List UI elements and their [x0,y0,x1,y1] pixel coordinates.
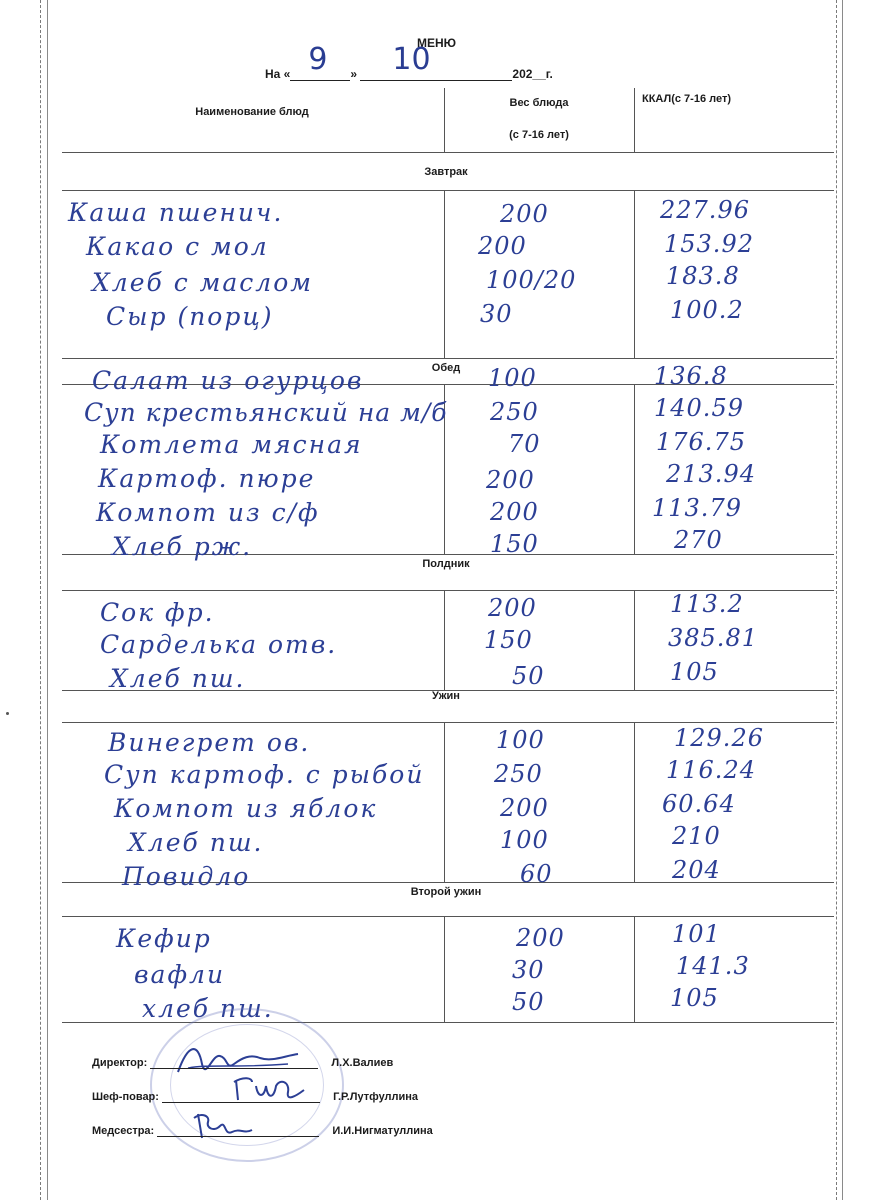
lunch-item-name: Суп крестьянский на м/б [84,398,448,427]
nurse-name: И.И.Нигматуллина [332,1125,433,1137]
column-header-kcal: ККАЛ(с 7-16 лет) [642,93,731,105]
second-dinner-divider-2 [634,916,635,1022]
month-handwritten: 10 [392,42,431,77]
lunch-item-kcal: 270 [674,526,723,554]
dinner-item-name: Компот из яблок [114,794,378,823]
second-dinner-divider-1 [444,916,445,1022]
nurse-label: Медсестра: [92,1125,155,1137]
dinner-top-rule [62,722,834,723]
lunch-item-weight: 70 [508,430,541,458]
scan-border-left-inner [47,0,48,1200]
lunch-item-weight: 250 [490,398,539,426]
scan-border-right-inner [842,0,843,1200]
lunch-item-weight: 200 [490,498,539,526]
day-blank [290,42,350,81]
snack-item-weight: 200 [488,594,537,622]
director-label: Директор: [92,1057,148,1069]
second-dinner-item-weight: 50 [512,988,545,1016]
nurse-signature-line [157,1124,319,1137]
section-label-breakfast: Завтрак [424,166,468,178]
dinner-item-weight: 60 [520,860,553,888]
lunch-item-weight: 200 [486,466,535,494]
lunch-item-weight: 150 [490,530,539,558]
dinner-item-name: Винегрет ов. [108,728,311,757]
day-handwritten: 9 [308,42,328,77]
breakfast-item-name: Какао с мол [86,232,269,261]
dinner-item-weight: 200 [500,794,549,822]
lunch-item-kcal: 213.94 [666,460,756,488]
lunch-item-name: Хлеб рж. [112,532,253,561]
breakfast-item-name: Каша пшенич. [68,198,284,227]
second-dinner-item-weight: 30 [512,956,545,984]
breakfast-item-kcal: 100.2 [670,296,744,324]
snack-divider-1 [444,590,445,690]
dinner-divider-2 [634,722,635,882]
signature-director-row [92,1056,393,1069]
second-dinner-item-name: хлеб пш. [142,994,274,1023]
second-dinner-item-name: вафли [134,960,226,989]
scan-speck [6,712,9,715]
snack-item-name: Сок фр. [100,598,215,627]
section-label-dinner: Ужин [432,690,460,702]
snack-item-weight: 150 [484,626,533,654]
snack-item-weight: 50 [512,662,545,690]
signature-chef-row [92,1090,418,1103]
breakfast-divider-1 [444,190,445,358]
column-header-name: Наименование блюд [195,106,309,118]
snack-item-kcal: 105 [670,658,719,686]
breakfast-item-weight: 200 [478,232,527,260]
lunch-item-kcal: 113.79 [652,494,742,522]
dinner-item-name: Повидло [122,862,251,891]
lunch-divider-2 [634,384,635,554]
lunch-item-kcal: 136.8 [654,362,728,390]
second-dinner-item-weight: 200 [516,924,565,952]
snack-item-name: Сарделька отв. [100,630,338,659]
second-dinner-item-name: Кефир [116,924,212,953]
dinner-divider-1 [444,722,445,882]
second-dinner-top-rule [62,916,834,917]
dinner-item-kcal: 210 [672,822,721,850]
director-name: Л.Х.Валиев [331,1057,394,1069]
chef-label: Шеф-повар: [92,1091,159,1103]
lunch-item-kcal: 176.75 [656,428,746,456]
dinner-item-weight: 100 [500,826,549,854]
dinner-item-kcal: 129.26 [674,724,764,752]
dinner-item-name: Суп картоф. с рыбой [104,760,425,789]
breakfast-item-weight: 200 [500,200,549,228]
signature-nurse-row [92,1124,433,1137]
section-label-lunch: Обед [431,362,461,374]
lunch-item-weight: 100 [488,364,537,392]
breakfast-divider-2 [634,190,635,358]
breakfast-item-kcal: 183.8 [666,262,740,290]
breakfast-top-rule [62,190,834,191]
snack-item-kcal: 113.2 [670,590,744,618]
dinner-item-weight: 250 [494,760,543,788]
date-mid: » [350,67,358,81]
breakfast-item-kcal: 153.92 [664,230,754,258]
breakfast-item-weight: 100/20 [486,266,577,294]
date-year: 202__г. [512,67,553,81]
snack-item-name: Хлеб пш. [110,664,246,693]
breakfast-item-name: Хлеб с маслом [92,268,313,297]
dinner-item-kcal: 116.24 [666,756,756,784]
second-dinner-item-kcal: 105 [670,984,719,1012]
lunch-item-name: Картоф. пюре [98,464,316,493]
scan-border-right [836,0,837,1200]
header-divider-2 [634,88,635,152]
section-label-snack: Полдник [422,558,470,570]
lunch-item-name: Котлета мясная [100,430,363,459]
lunch-item-name: Компот из с/ф [96,498,320,527]
date-prefix: На « [265,67,291,81]
section-label-second-dinner: Второй ужин [410,886,482,898]
lunch-item-name: Салат из огурцов [92,366,364,395]
column-header-weight-age: (с 7-16 лет) [509,129,569,141]
snack-item-kcal: 385.81 [668,624,758,652]
page-title: МЕНЮ [416,36,457,50]
header-divider-1 [444,88,445,152]
scan-border-left [40,0,41,1200]
chef-name: Г.Р.Лутфуллина [333,1091,419,1103]
lunch-item-kcal: 140.59 [654,394,744,422]
director-signature-line [150,1056,318,1069]
dinner-item-kcal: 60.64 [662,790,736,818]
header-bottom-rule [62,152,834,153]
dinner-item-name: Хлеб пш. [128,828,264,857]
breakfast-item-weight: 30 [480,300,513,328]
breakfast-item-kcal: 227.96 [660,196,750,224]
chef-signature-line [162,1090,320,1103]
dinner-item-kcal: 204 [672,856,721,884]
breakfast-bottom-rule [62,358,834,359]
breakfast-item-name: Сыр (порц) [106,302,274,331]
second-dinner-item-kcal: 101 [672,920,721,948]
column-header-weight: Вес блюда [509,97,569,109]
snack-divider-2 [634,590,635,690]
dinner-item-weight: 100 [496,726,545,754]
second-dinner-item-kcal: 141.3 [676,952,750,980]
